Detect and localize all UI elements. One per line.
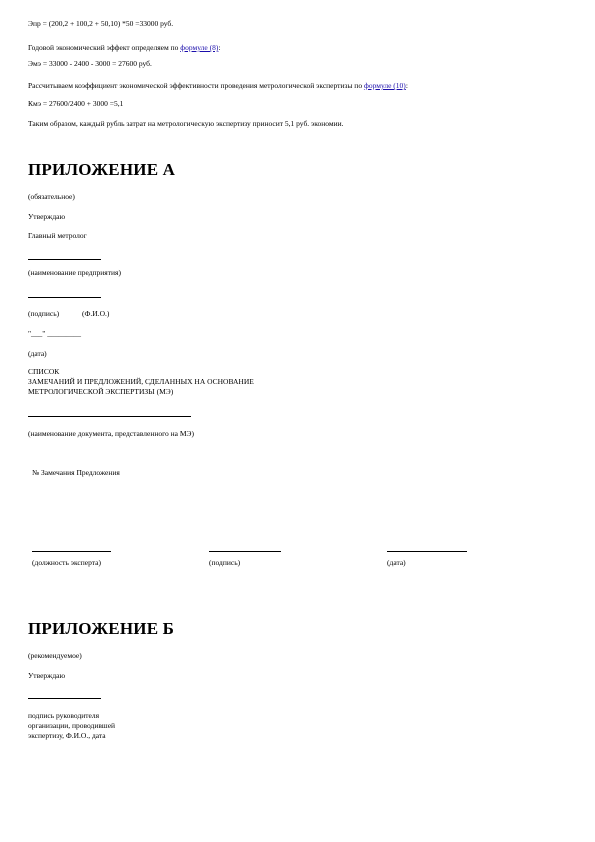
head-signature-line [28, 698, 101, 699]
org-caption: (наименование предприятия) [28, 268, 121, 277]
sign-caption: (подпись) [28, 309, 60, 318]
paragraph-conclusion: Таким образом, каждый рубль затрат на метрологическую экспертизу приносит 5,1 руб. экономии. [28, 119, 344, 128]
document-caption: (наименование документа, представленного на МЭ) [28, 429, 194, 438]
head-caption-1: подпись руководителя [28, 711, 100, 720]
appendix-b-title: ПРИЛОЖЕНИЕ Б [28, 619, 175, 638]
expert-position-caption: (должность эксперта) [32, 558, 101, 567]
appendix-a-status: (обязательное) [28, 192, 75, 201]
paragraph-end: : [218, 43, 221, 52]
fio-caption: (Ф.И.О.) [82, 309, 110, 318]
date-line: "___" _________ [28, 329, 81, 338]
org-signature-line [28, 259, 101, 260]
expert-position-line [32, 551, 111, 552]
appendix-a-title: ПРИЛОЖЕНИЕ А [28, 160, 176, 179]
paragraph-text: Рассчитываем коэффициент экономической эффективности проведения метрологической экспертизы по [28, 81, 364, 90]
expert-signature-line [209, 551, 281, 552]
list-title-3: МЕТРОЛОГИЧЕСКОЙ ЭКСПЕРТИЗЫ (МЭ) [28, 387, 174, 396]
formula-8-link[interactable]: формуле (8) [180, 43, 219, 52]
list-title-2: ЗАМЕЧАНИЙ И ПРЕДЛОЖЕНИЙ, СДЕЛАННЫХ НА ОСНОВАНИЕ [28, 377, 254, 386]
paragraph-text: Годовой экономический эффект определяем по [28, 43, 181, 52]
formula-epr: Эпр = (200,2 + 100,2 + 50,10) *50 =33000 руб. [28, 19, 174, 28]
formula-eme: Эмэ = 33000 - 2400 - 3000 = 27600 руб. [28, 59, 152, 68]
paragraph-coefficient [28, 81, 408, 90]
table-header: № Замечания Предложения [32, 468, 120, 477]
chief-metrologist-label: Главный метролог [28, 231, 87, 240]
formula-10-link[interactable]: формуле (10) [363, 81, 406, 90]
expert-date-line [387, 551, 467, 552]
signature-line [28, 297, 101, 298]
formula-kme: Кмэ = 27600/2400 + 3000 =5,1 [28, 99, 124, 108]
paragraph-end: : [405, 81, 408, 90]
approve-label: Утверждаю [28, 212, 66, 221]
list-title-1: СПИСОК [28, 367, 60, 376]
document-name-line [28, 416, 191, 417]
expert-signature-caption: (подпись) [209, 558, 241, 567]
approve-label-b: Утверждаю [28, 671, 66, 680]
appendix-b-status: (рекомендуемое) [28, 651, 82, 660]
head-caption-2: организации, проводившей [28, 721, 116, 730]
paragraph-annual-effect [28, 43, 220, 52]
date-caption: (дата) [28, 349, 47, 358]
head-caption-3: экспертизу, Ф.И.О., дата [28, 731, 106, 740]
expert-date-caption: (дата) [387, 558, 406, 567]
